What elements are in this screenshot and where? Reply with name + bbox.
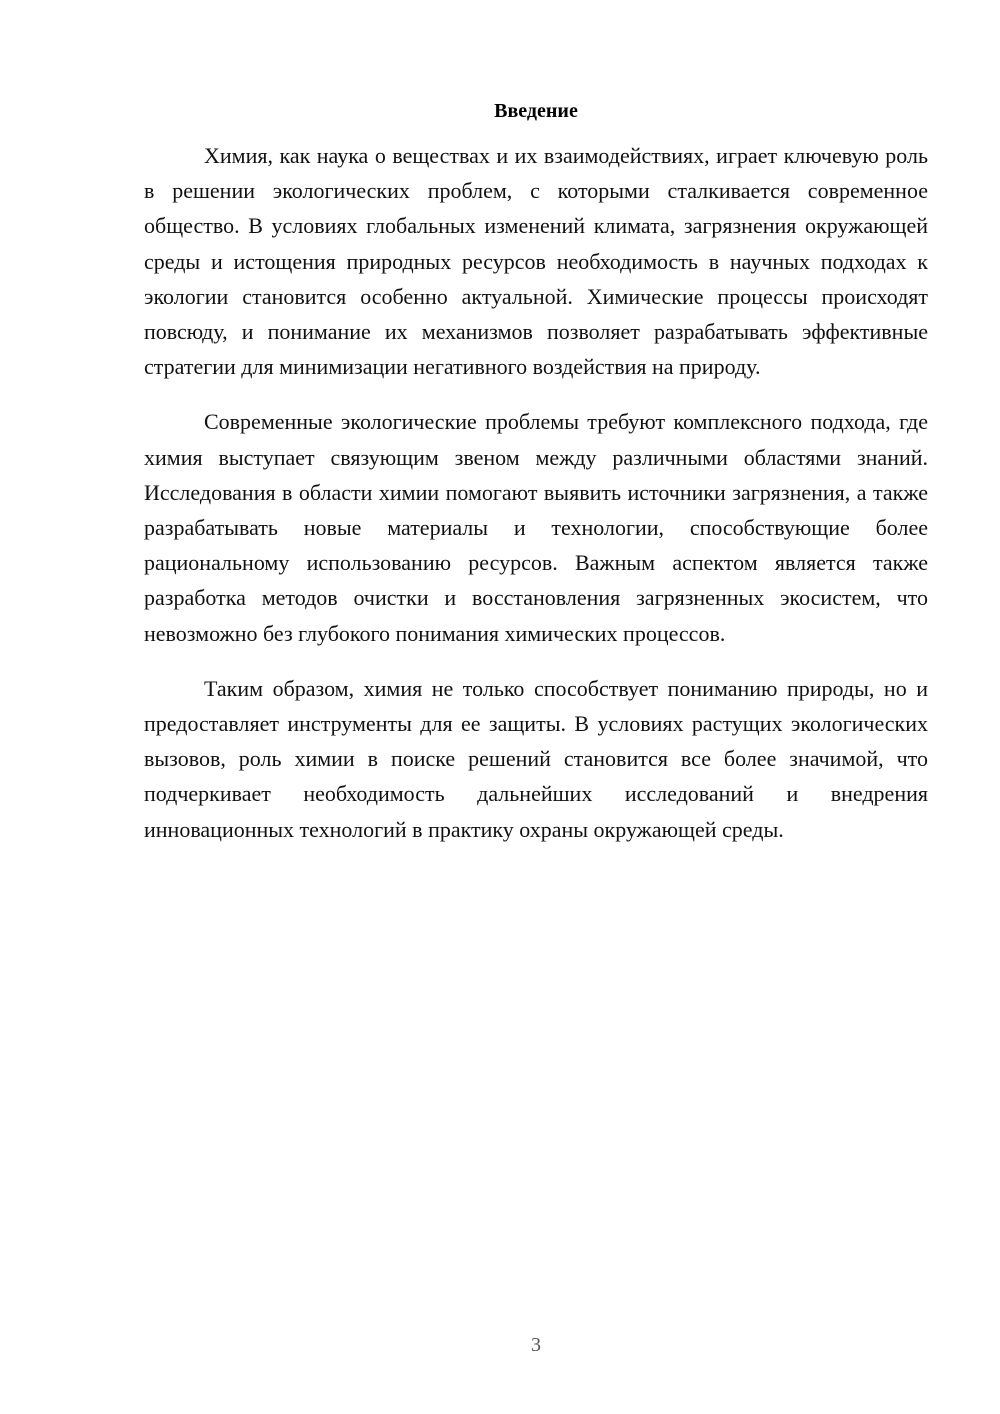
paragraph-3: Таким образом, химия не только способствует пониманию природы, но и предоставляет инструменты для ее защиты. В условиях растущих экологических вызовов, роль химии в поиске решений становится все более значимой, что подчеркивает необходимость дальнейших исследований и внедрения инновационных технологий в практику охраны окружающей среды. bbox=[144, 675, 928, 842]
paragraph-2: Современные экологические проблемы требуют комплексного подхода, где химия выступает связующим звеном между различными областями знаний. Исследования в области химии помогают выявить источники загрязнения, а также разрабатывать новые материалы и технологии, способствующие более рациональному использованию ресурсов. Важным аспектом является также разработка методов очистки и восстановления загрязненных экосистем, что невозможно без глубокого понимания химических процессов. bbox=[144, 409, 928, 646]
paragraph-1: Химия, как наука о веществах и их взаимодействиях, играет ключевую роль в решении экологических проблем, с которыми сталкивается современное общество. В условиях глобальных изменений климата, загрязнения окружающей среды и истощения природных ресурсов необходимость в научных подходах к экологии становится особенно актуальной. Химические процессы происходят повсюду, и понимание их механизмов позволяет разрабатывать эффективные стратегии для минимизации негативного воздействия на природу. bbox=[144, 143, 928, 380]
page-number: 3 bbox=[531, 1334, 541, 1356]
section-title: Введение bbox=[494, 100, 578, 122]
page-content bbox=[144, 96, 928, 867]
